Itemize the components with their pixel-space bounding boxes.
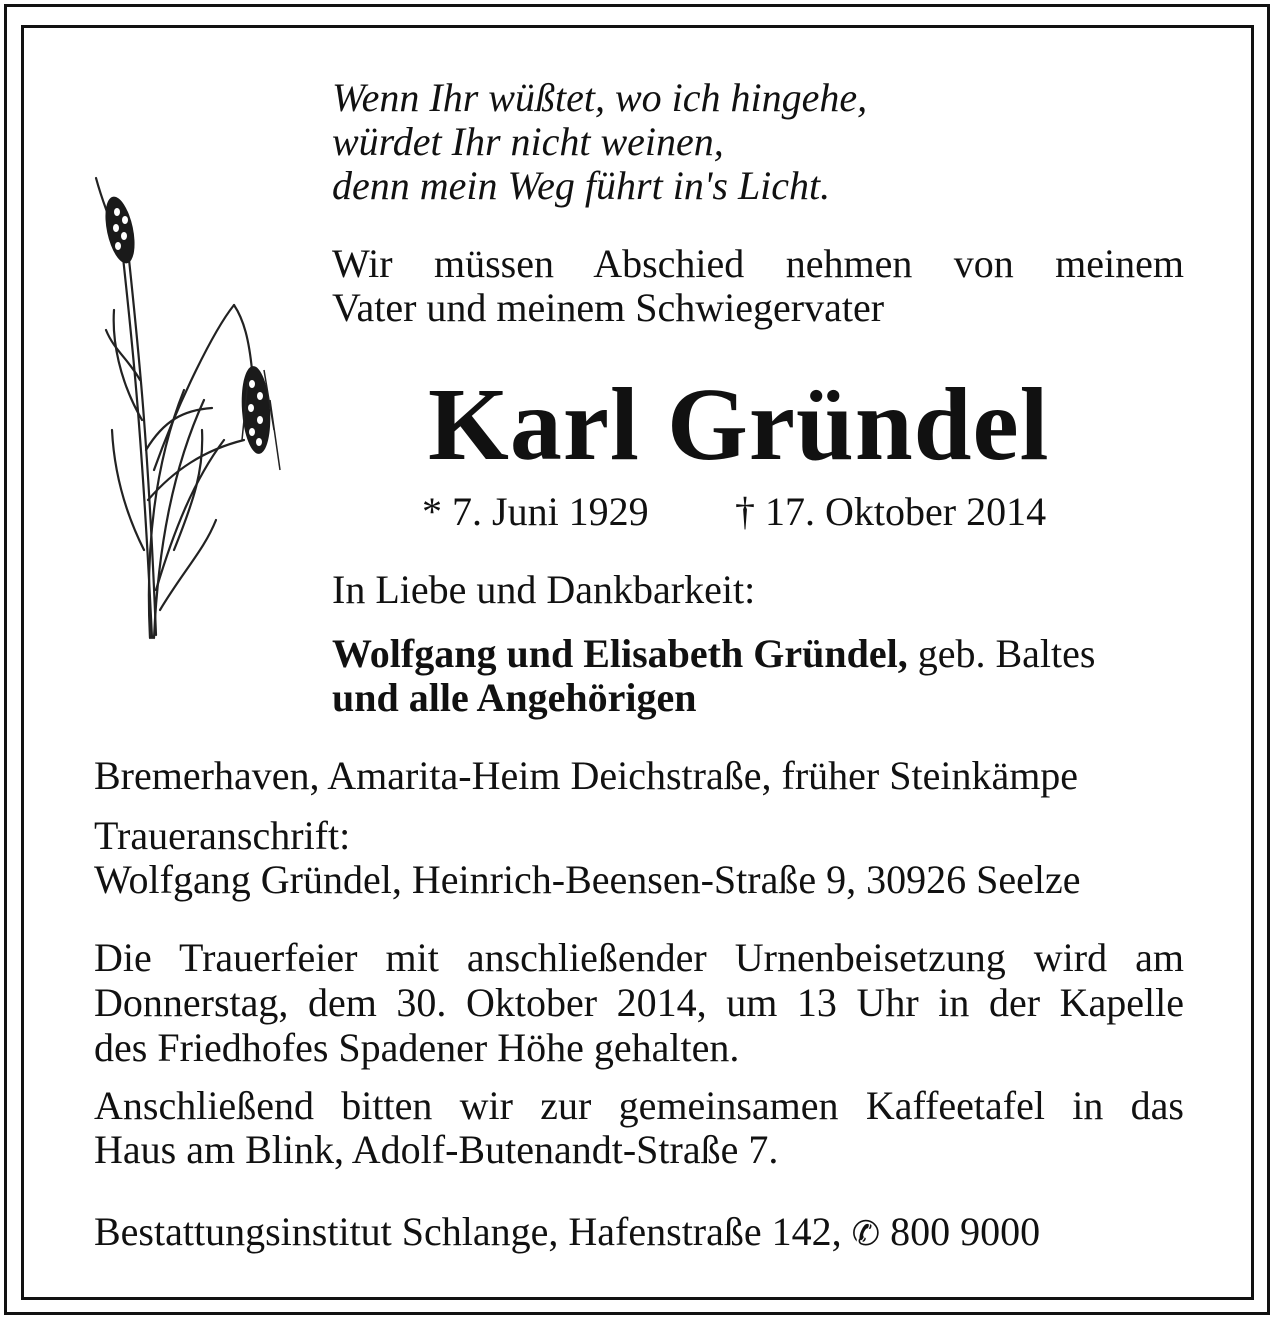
poem-line-2: würdet Ihr nicht weinen, — [332, 119, 724, 164]
condolence-address-value: Wolfgang Gründel, Heinrich-Beensen-Straße 9, 30926 Seelze — [94, 857, 1081, 902]
mourners-names — [332, 632, 1095, 676]
birth-date: * 7. Juni 1929 — [422, 489, 649, 534]
undertaker-text: Bestattungsinstitut Schlange, Hafenstraße 142, — [94, 1209, 842, 1254]
death-date: † 17. Oktober 2014 — [735, 489, 1047, 534]
wheat-illustration — [84, 170, 284, 640]
mourners-names-bold: Wolfgang und Elisabeth Gründel, — [332, 631, 908, 676]
mourners-heading: In Liebe und Dankbarkeit: — [332, 567, 756, 612]
undertaker-phone: 800 9000 — [890, 1209, 1041, 1254]
mourners-names-rest: geb. Baltes — [907, 631, 1096, 676]
mourners-line-2: und alle Angehörigen — [332, 675, 697, 720]
service-line-2: Donnerstag, dem 30. Oktober 2014, um 13 Uhr in der Kapelle — [94, 980, 1184, 1025]
service-line-1: Die Trauerfeier mit anschließender Urnenbeisetzung wird am — [94, 935, 1184, 980]
poem-line-3: denn mein Weg führt in's Licht. — [332, 163, 831, 208]
deceased-name: Karl Gründel — [428, 367, 1050, 482]
condolence-address-label: Traueranschrift: — [94, 813, 351, 858]
location-line: Bremerhaven, Amarita-Heim Deichstraße, früher Steinkämpe — [94, 753, 1079, 798]
undertaker-line — [94, 1210, 1040, 1256]
reception-line-1: Anschließend bitten wir zur gemeinsamen Kaffeetafel in das — [94, 1083, 1184, 1128]
intro-line-2: Vater und meinem Schwiegervater — [332, 285, 885, 330]
reception-line-2: Haus am Blink, Adolf-Butenandt-Straße 7. — [94, 1127, 779, 1172]
telephone-icon: ✆ — [851, 1214, 881, 1254]
service-line-3: des Friedhofes Spadener Höhe gehalten. — [94, 1025, 740, 1070]
intro-line-1: Wir müssen Abschied nehmen von meinem — [332, 241, 1184, 286]
poem-line-1: Wenn Ihr wüßtet, wo ich hingehe, — [332, 75, 868, 120]
